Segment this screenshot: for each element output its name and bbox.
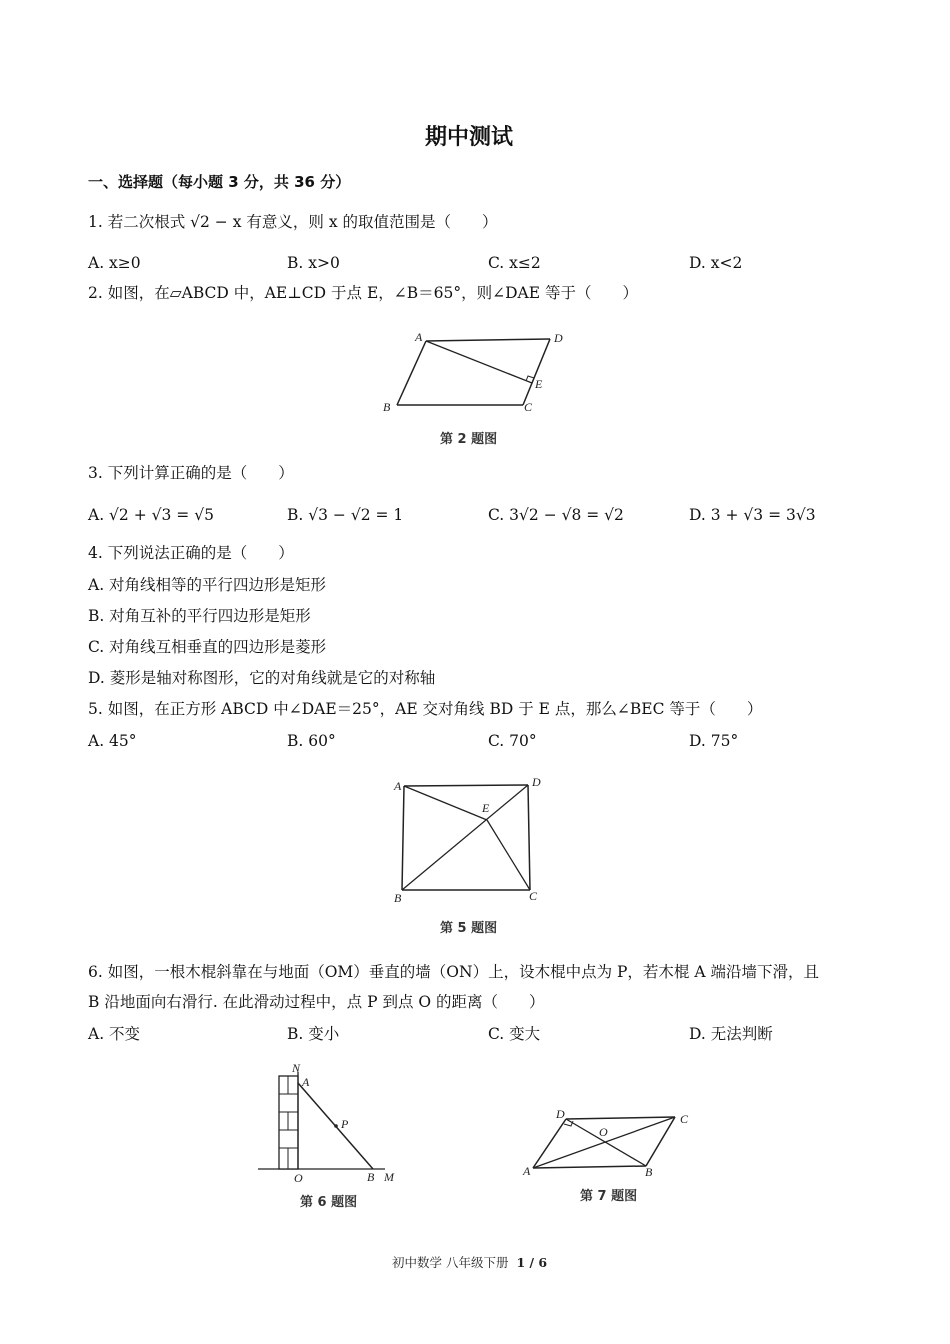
q2-edge-ad — [426, 339, 550, 341]
q6-option-c: C. 变大 — [488, 1025, 541, 1043]
q7-label-a: A — [523, 1164, 531, 1178]
q1-option-b: B. x>0 — [287, 254, 340, 272]
q2-label-d: D — [554, 331, 563, 345]
q6-caption: 第 6 题图 — [300, 1195, 358, 1210]
q5-label-b: B — [394, 891, 402, 905]
q6-option-b: B. 变小 — [287, 1025, 340, 1043]
q2-edge-ab — [397, 341, 426, 405]
footer-subject: 初中数学 八年级下册 — [392, 1255, 509, 1270]
q5-option-d: D. 75° — [689, 732, 739, 750]
q2-figure — [370, 325, 580, 425]
q4-option-d: D. 菱形是轴对称图形，它的对角线就是它的对称轴 — [88, 669, 436, 687]
q6-stem-line1: 6. 如图，一根木棍斜靠在与地面（OM）垂直的墙（ON）上，设木棍中点为 P，若木棍 A 端沿墙下滑，且 — [88, 963, 819, 981]
q5-label-c: C — [529, 889, 538, 903]
q2-segment-ae — [426, 341, 532, 383]
page-title: 期中测试 — [425, 125, 514, 150]
q3-option-a: A. √2 + √3 = √5 — [88, 506, 214, 524]
q4-option-c: C. 对角线互相垂直的四边形是菱形 — [88, 638, 327, 656]
q7-edge-dc — [566, 1117, 675, 1119]
q4-stem: 4. 下列说法正确的是（ ） — [88, 544, 294, 562]
q2-label-e: E — [535, 377, 543, 391]
q6-option-d: D. 无法判断 — [689, 1025, 773, 1043]
q1-option-c: C. x≤2 — [488, 254, 541, 272]
q7-label-o: O — [599, 1125, 608, 1139]
q5-option-c: C. 70° — [488, 732, 537, 750]
q7-edge-da — [533, 1119, 566, 1168]
q5-option-b: B. 60° — [287, 732, 336, 750]
q6-stem-line2: B 沿地面向右滑行. 在此滑动过程中，点 P 到点 O 的距离（ ） — [88, 993, 545, 1011]
q7-figure — [515, 1100, 705, 1185]
q5-edge-ab — [402, 786, 404, 890]
q7-edge-cb — [646, 1117, 675, 1166]
q1-option-a: A. x≥0 — [88, 254, 141, 272]
q7-label-d: D — [556, 1107, 565, 1121]
q6-point-p — [334, 1124, 338, 1128]
q2-edge-dc — [523, 339, 550, 405]
q7-edge-ab — [533, 1166, 646, 1168]
q5-label-e: E — [482, 801, 490, 815]
q6-label-n: N — [292, 1061, 301, 1075]
footer-page-number: 1 / 6 — [516, 1255, 548, 1270]
q7-label-b: B — [645, 1165, 653, 1179]
q6-option-a: A. 不变 — [88, 1025, 141, 1043]
q4-option-a: A. 对角线相等的平行四边形是矩形 — [88, 576, 327, 594]
q5-figure — [390, 772, 550, 912]
q5-label-d: D — [532, 775, 541, 789]
q2-label-a: A — [415, 330, 423, 344]
q6-label-a: A — [302, 1075, 310, 1089]
q4-option-b: B. 对角互补的平行四边形是矩形 — [88, 607, 311, 625]
q5-option-a: A. 45° — [88, 732, 137, 750]
q5-caption: 第 5 题图 — [440, 921, 498, 936]
q5-edge-dc — [528, 785, 530, 890]
q2-caption: 第 2 题图 — [440, 432, 498, 447]
q5-diagonal-bd — [402, 785, 528, 890]
q1-option-d: D. x<2 — [689, 254, 743, 272]
q2-stem: 2. 如图，在▱ABCD 中，AE⊥CD 于点 E，∠B＝65°，则∠DAE 等于（ ） — [88, 284, 638, 302]
q5-edge-ad — [404, 785, 528, 786]
q3-option-c: C. 3√2 − √8 = √2 — [488, 506, 624, 524]
q7-caption: 第 7 题图 — [580, 1189, 638, 1204]
q6-label-o: O — [294, 1171, 303, 1185]
q5-segment-ec — [487, 820, 530, 890]
q5-label-a: A — [394, 779, 402, 793]
q6-label-b: B — [367, 1170, 375, 1184]
q6-label-m: M — [384, 1170, 394, 1184]
q6-figure — [250, 1060, 410, 1190]
q3-option-d: D. 3 + √3 = 3√3 — [689, 506, 816, 524]
q6-label-p: P — [341, 1117, 349, 1131]
q5-segment-ae — [404, 786, 487, 820]
q5-stem: 5. 如图，在正方形 ABCD 中∠DAE＝25°，AE 交对角线 BD 于 E 点，那么∠BEC 等于（ ） — [88, 700, 763, 718]
q3-stem: 3. 下列计算正确的是（ ） — [88, 464, 294, 482]
q2-label-b: B — [383, 400, 391, 414]
footer — [392, 1253, 547, 1273]
q2-label-c: C — [524, 400, 533, 414]
section-heading: 一、选择题（每小题 3 分，共 36 分） — [88, 173, 351, 191]
q1-stem: 1. 若二次根式 √2 − x 有意义，则 x 的取值范围是（ ） — [88, 213, 498, 231]
q7-label-c: C — [680, 1112, 689, 1126]
q3-option-b: B. √3 − √2 = 1 — [287, 506, 404, 524]
